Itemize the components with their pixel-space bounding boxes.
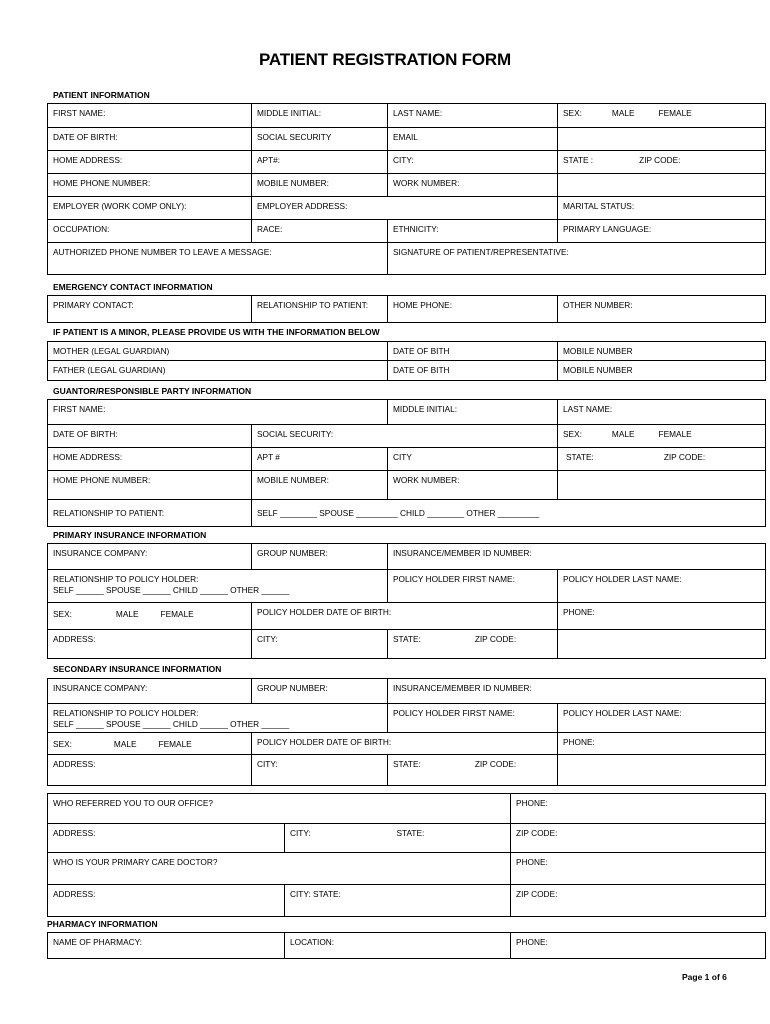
phone-field[interactable]: PHONE: [558,733,766,755]
last-name-field[interactable]: LAST NAME: [558,400,766,425]
table-row [48,220,766,243]
table-row [48,824,766,853]
blank-field[interactable] [558,755,766,786]
table-row [48,603,766,630]
male-option[interactable]: MALE [611,108,635,118]
referred-by-field[interactable]: WHO REFERRED YOU TO OUR OFFICE? [48,794,511,824]
home-phone-field[interactable]: HOME PHONE NUMBER: [48,174,252,197]
state-zip-field[interactable]: STATE: ZIP CODE: [388,755,558,786]
table-row [48,500,766,527]
address-field[interactable]: ADDRESS: [48,755,252,786]
male-option[interactable]: MALE [611,429,635,439]
phone-field[interactable]: PHONE: [558,603,766,630]
date-of-birth-field[interactable]: DATE OF BIRTH: [48,128,252,151]
female-option[interactable]: FEMALE [658,429,692,439]
table-row [48,128,766,151]
primary-contact-field[interactable]: PRIMARY CONTACT: [48,296,252,323]
section-heading-patient-information: PATIENT INFORMATION [53,90,150,100]
social-security-field[interactable]: SOCIAL SECURITY: [252,425,558,448]
date-of-birth-field[interactable]: DATE OF BITH [388,342,558,361]
table-row [48,933,766,959]
city-field[interactable]: CITY [388,448,558,471]
mother-field[interactable]: MOTHER (LEGAL GUARDIAN) [48,342,388,361]
policy-holder-first-name-field[interactable]: POLICY HOLDER FIRST NAME: [388,704,558,733]
policy-holder-last-name-field[interactable]: POLICY HOLDER LAST NAME: [558,570,766,603]
city-field[interactable]: CITY: [285,824,392,853]
table-row [48,794,766,824]
primary-care-doctor-field[interactable]: WHO IS YOUR PRIMARY CARE DOCTOR? [48,853,511,885]
table-row [48,679,766,704]
state-zip-field[interactable]: STATE : ZIP CODE: [558,151,766,174]
sex-field[interactable]: SEX: MALE FEMALE [558,425,766,448]
insurance-company-field[interactable]: INSURANCE COMPANY: [48,679,252,704]
blank-field[interactable] [558,471,766,500]
table-row [48,197,766,220]
referral-table [47,793,766,917]
primary-insurance-table [47,543,766,659]
secondary-insurance-table [47,678,766,786]
relationship-policy-holder-field[interactable]: RELATIONSHIP TO POLICY HOLDER: SELF ______ SPOUSE ______ CHILD ______ OTHER ______ [48,570,388,603]
first-name-field[interactable]: FIRST NAME: [48,104,252,128]
work-number-field[interactable]: WORK NUMBER: [388,471,558,500]
minor-table [47,341,766,381]
guarantor-table [47,399,766,527]
table-row [48,630,766,659]
relationship-policy-holder-field[interactable]: RELATIONSHIP TO POLICY HOLDER: SELF ______ SPOUSE ______ CHILD ______ OTHER ______ [48,704,388,733]
policy-holder-last-name-field[interactable]: POLICY HOLDER LAST NAME: [558,704,766,733]
other-number-field[interactable]: OTHER NUMBER: [558,296,766,323]
phone-field[interactable]: PHONE: [511,794,766,824]
female-option[interactable]: FEMALE [158,739,192,749]
section-heading-emergency-contact: EMERGENCY CONTACT INFORMATION [53,282,213,292]
table-row [48,544,766,570]
table-row [48,853,766,885]
zip-code-field[interactable]: ZIP CODE: [511,885,766,917]
relationship-options[interactable]: SELF ________ SPOUSE _________ CHILD ________ OTHER _________ [252,500,766,527]
table-row [48,425,766,448]
primary-language-field[interactable]: PRIMARY LANGUAGE: [558,220,766,243]
marital-status-field[interactable]: MARITAL STATUS: [558,197,766,220]
section-heading-primary-insurance: PRIMARY INSURANCE INFORMATION [53,530,207,540]
home-phone-field[interactable]: HOME PHONE: [388,296,558,323]
table-row [48,296,766,323]
address-field[interactable]: ADDRESS: [48,824,285,853]
employer-address-field[interactable]: EMPLOYER ADDRESS: [252,197,558,220]
emergency-contact-table [47,295,766,323]
policy-holder-dob-field[interactable]: POLICY HOLDER DATE OF BIRTH: [252,603,558,630]
member-id-field[interactable]: INSURANCE/MEMBER ID NUMBER: [388,544,766,570]
work-number-field[interactable]: WORK NUMBER: [388,174,558,197]
male-option[interactable]: MALE [115,609,139,619]
city-field[interactable]: CITY: [252,630,388,659]
section-heading-pharmacy: PHARMACY INFORMATION [47,919,158,929]
table-row [48,733,766,755]
section-heading-guarantor: GUANTOR/RESPONSIBLE PARTY INFORMATION [53,386,252,396]
sex-field[interactable]: SEX: MALE FEMALE [48,733,252,755]
sex-field[interactable]: SEX: MALE FEMALE [558,104,766,128]
relationship-field[interactable]: RELATIONSHIP TO PATIENT: [252,296,388,323]
pharmacy-table [47,932,766,959]
phone-field[interactable]: PHONE: [511,853,766,885]
mobile-number-field[interactable]: MOBILE NUMBER [558,361,766,381]
section-heading-secondary-insurance: SECONDARY INSURANCE INFORMATION [53,664,222,674]
home-address-field[interactable]: HOME ADDRESS: [48,151,252,174]
city-field[interactable]: CITY: [388,151,558,174]
table-row [48,471,766,500]
date-of-birth-field[interactable]: DATE OF BITH [388,361,558,381]
address-field[interactable]: ADDRESS: [48,885,285,917]
policy-holder-first-name-field[interactable]: POLICY HOLDER FIRST NAME: [388,570,558,603]
apt-field[interactable]: APT # [252,448,388,471]
patient-information-table [47,103,766,275]
social-security-field[interactable]: SOCIAL SECURITY [252,128,388,151]
date-of-birth-field[interactable]: DATE OF BIRTH: [48,425,252,448]
state-field[interactable]: STATE: [392,824,511,853]
occupation-field[interactable]: OCCUPATION: [48,220,252,243]
mobile-number-field[interactable]: MOBILE NUMBER: [252,174,388,197]
pharmacy-name-field[interactable]: NAME OF PHARMACY: [48,933,285,959]
middle-initial-field[interactable]: MIDDLE INITIAL: [252,104,388,128]
page-number: Page 1 of 6 [682,972,727,982]
policy-holder-dob-field[interactable]: POLICY HOLDER DATE OF BIRTH: [252,733,558,755]
mobile-number-field[interactable]: MOBILE NUMBER [558,342,766,361]
middle-initial-field[interactable]: MIDDLE INITIAL: [388,400,558,425]
table-row [48,151,766,174]
table-row [48,570,766,603]
state-zip-field[interactable]: STATE: ZIP CODE: [558,448,766,471]
female-option[interactable]: FEMALE [160,609,194,619]
zip-code-field[interactable]: ZIP CODE: [511,824,766,853]
insurance-company-field[interactable]: INSURANCE COMPANY: [48,544,252,570]
first-name-field[interactable]: FIRST NAME: [48,400,388,425]
blank-field[interactable] [558,128,766,151]
employer-field[interactable]: EMPLOYER (WORK COMP ONLY): [48,197,252,220]
male-option[interactable]: MALE [113,739,137,749]
last-name-field[interactable]: LAST NAME: [388,104,558,128]
city-state-field[interactable]: CITY: STATE: [285,885,511,917]
table-row [48,400,766,425]
home-address-field[interactable]: HOME ADDRESS: [48,448,252,471]
female-option[interactable]: FEMALE [658,108,692,118]
table-row [48,885,766,917]
group-number-field[interactable]: GROUP NUMBER: [252,544,388,570]
city-field[interactable]: CITY: [252,755,388,786]
authorized-phone-field[interactable]: AUTHORIZED PHONE NUMBER TO LEAVE A MESSAGE: [48,243,388,275]
phone-field[interactable]: PHONE: [511,933,766,959]
table-row [48,243,766,275]
email-field[interactable]: EMAIL [388,128,558,151]
blank-field[interactable] [558,630,766,659]
table-row [48,704,766,733]
state-zip-field[interactable]: STATE: ZIP CODE: [388,630,558,659]
ethnicity-field[interactable]: ETHNICITY: [388,220,558,243]
table-row [48,448,766,471]
sex-field[interactable]: SEX: MALE FEMALE [48,603,252,630]
apt-field[interactable]: APT#: [252,151,388,174]
signature-field[interactable]: SIGNATURE OF PATIENT/REPRESENTATIVE: [388,243,766,275]
section-heading-minor: IF PATIENT IS A MINOR, PLEASE PROVIDE US WITH THE INFORMATION BELOW [53,327,380,337]
relationship-field[interactable]: RELATIONSHIP TO PATIENT: [48,500,252,527]
table-row [48,342,766,361]
table-row [48,361,766,381]
location-field[interactable]: LOCATION: [285,933,511,959]
form-title: PATIENT REGISTRATION FORM [259,50,511,69]
home-phone-field[interactable]: HOME PHONE NUMBER: [48,471,252,500]
race-field[interactable]: RACE: [252,220,388,243]
father-field[interactable]: FATHER (LEGAL GUARDIAN) [48,361,388,381]
table-row [48,174,766,197]
member-id-field[interactable]: INSURANCE/MEMBER ID NUMBER: [388,679,766,704]
blank-field[interactable] [558,174,766,197]
table-row [48,104,766,128]
group-number-field[interactable]: GROUP NUMBER: [252,679,388,704]
address-field[interactable]: ADDRESS: [48,630,252,659]
table-row [48,755,766,786]
mobile-number-field[interactable]: MOBILE NUMBER: [252,471,388,500]
